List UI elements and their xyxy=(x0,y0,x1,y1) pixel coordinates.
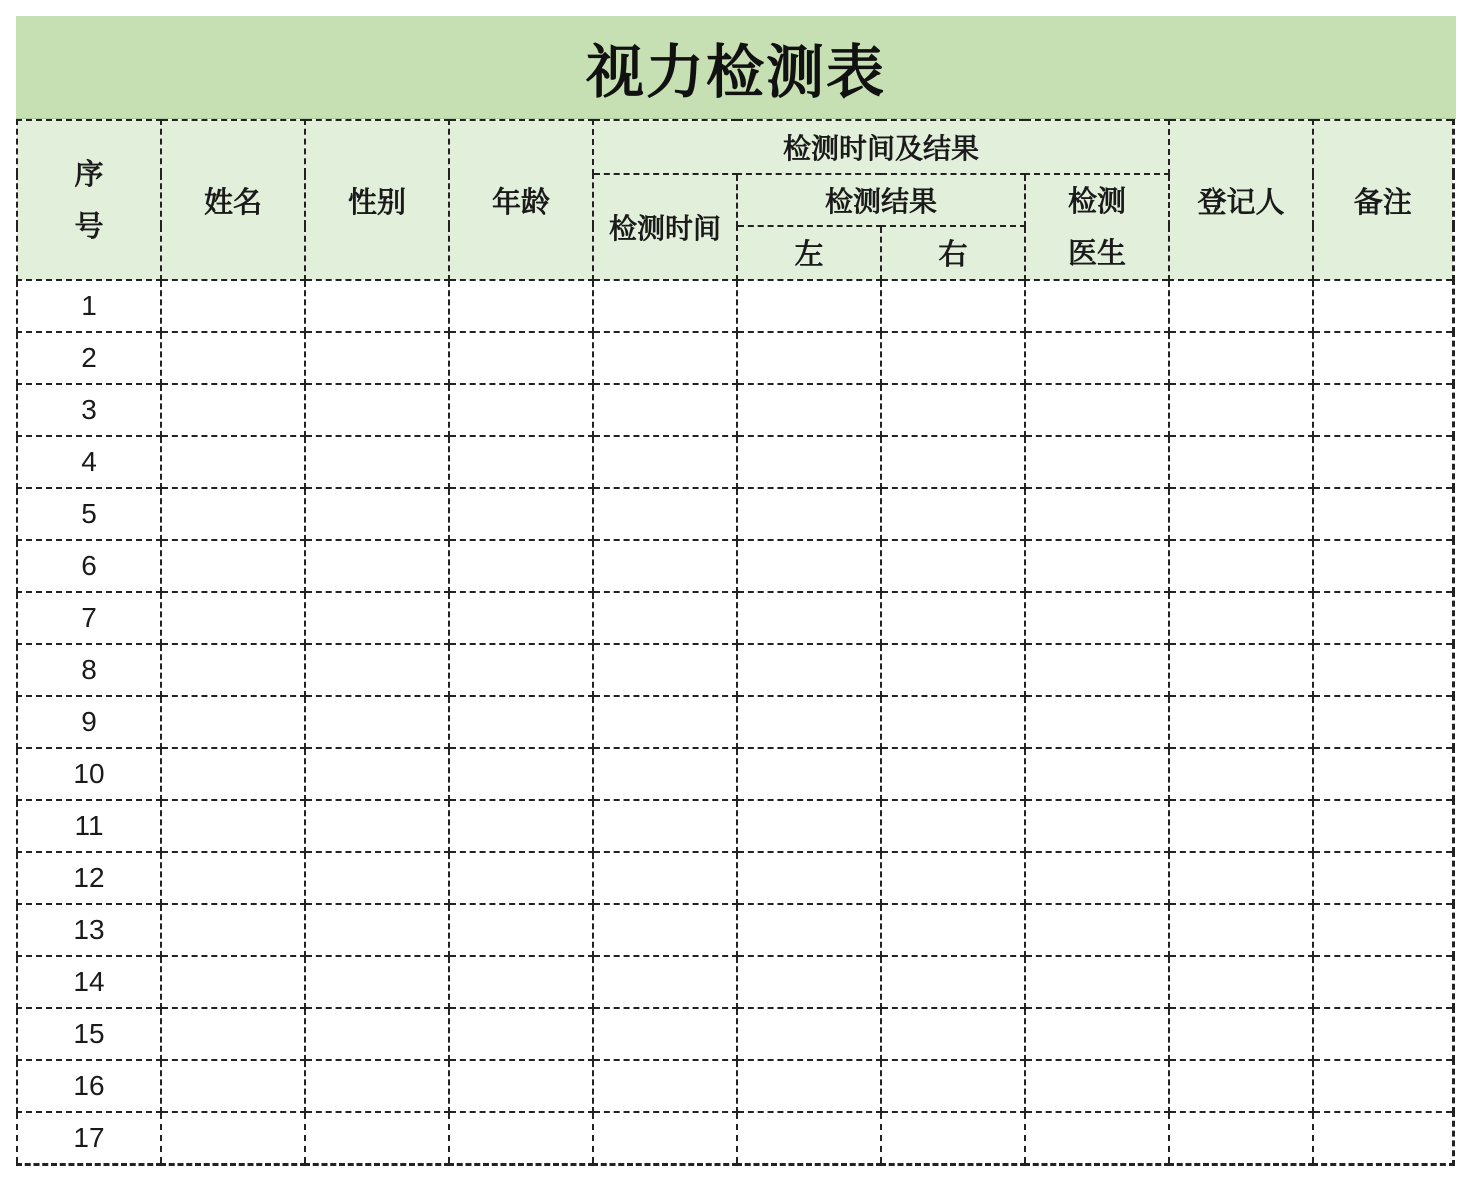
table-cell[interactable] xyxy=(1169,488,1313,540)
table-cell[interactable] xyxy=(1025,904,1169,956)
table-cell[interactable] xyxy=(737,852,881,904)
table-cell[interactable] xyxy=(449,436,593,488)
table-cell[interactable] xyxy=(737,904,881,956)
table-row xyxy=(17,904,1453,956)
table-cell[interactable] xyxy=(593,436,737,488)
table-cell[interactable] xyxy=(593,1060,737,1112)
table-cell[interactable] xyxy=(161,696,305,748)
row-index: 16 xyxy=(17,1060,161,1112)
table-cell[interactable] xyxy=(305,852,449,904)
table-cell[interactable] xyxy=(1025,540,1169,592)
table-cell[interactable] xyxy=(161,592,305,644)
row-index: 3 xyxy=(17,384,161,436)
row-index: 8 xyxy=(17,644,161,696)
table-cell[interactable] xyxy=(449,1112,593,1165)
table-cell[interactable] xyxy=(1313,1008,1453,1060)
table-cell[interactable] xyxy=(737,436,881,488)
header-index xyxy=(17,120,161,280)
table-cell[interactable] xyxy=(593,332,737,384)
table-cell[interactable] xyxy=(305,696,449,748)
table-cell[interactable] xyxy=(1313,488,1453,540)
row-index: 5 xyxy=(17,488,161,540)
row-index: 2 xyxy=(17,332,161,384)
table-row xyxy=(17,436,1453,488)
table-cell[interactable] xyxy=(593,1008,737,1060)
table-cell[interactable] xyxy=(1169,696,1313,748)
table-cell[interactable] xyxy=(881,280,1025,332)
table-cell[interactable] xyxy=(1169,956,1313,1008)
table-cell[interactable] xyxy=(881,1060,1025,1112)
table-cell[interactable] xyxy=(305,488,449,540)
table-cell[interactable] xyxy=(1313,800,1453,852)
header-test-time: 检测时间 xyxy=(593,174,737,280)
table-cell[interactable] xyxy=(1025,748,1169,800)
table-cell[interactable] xyxy=(449,644,593,696)
table-cell[interactable] xyxy=(305,956,449,1008)
table-cell[interactable] xyxy=(449,332,593,384)
table-cell[interactable] xyxy=(1313,384,1453,436)
table-cell[interactable] xyxy=(1169,384,1313,436)
row-index: 1 xyxy=(17,280,161,332)
table-cell[interactable] xyxy=(881,1112,1025,1165)
table-cell[interactable] xyxy=(593,904,737,956)
table-row xyxy=(17,852,1453,904)
table-cell[interactable] xyxy=(449,540,593,592)
table-cell[interactable] xyxy=(161,1112,305,1165)
table-cell[interactable] xyxy=(737,540,881,592)
table-cell[interactable] xyxy=(1313,956,1453,1008)
table-cell[interactable] xyxy=(1313,436,1453,488)
table-cell[interactable] xyxy=(881,384,1025,436)
table-cell[interactable] xyxy=(161,1008,305,1060)
table-cell[interactable] xyxy=(449,488,593,540)
table-cell[interactable] xyxy=(305,644,449,696)
table-cell[interactable] xyxy=(1169,800,1313,852)
table-cell[interactable] xyxy=(305,904,449,956)
table-cell[interactable] xyxy=(1313,644,1453,696)
table-cell[interactable] xyxy=(737,280,881,332)
table-cell[interactable] xyxy=(1025,696,1169,748)
table-cell[interactable] xyxy=(881,1008,1025,1060)
table-cell[interactable] xyxy=(449,280,593,332)
table-cell[interactable] xyxy=(161,748,305,800)
table-cell[interactable] xyxy=(737,592,881,644)
table-cell[interactable] xyxy=(593,280,737,332)
table-cell[interactable] xyxy=(1025,384,1169,436)
table-row xyxy=(17,696,1453,748)
table-cell[interactable] xyxy=(305,748,449,800)
table-cell[interactable] xyxy=(1169,644,1313,696)
table-cell[interactable] xyxy=(737,332,881,384)
row-index: 7 xyxy=(17,592,161,644)
table-cell[interactable] xyxy=(881,800,1025,852)
table-cell[interactable] xyxy=(449,956,593,1008)
table-cell[interactable] xyxy=(1169,1112,1313,1165)
table-row xyxy=(17,748,1453,800)
header-doctor-line2: 医生 xyxy=(1068,236,1127,270)
table-cell[interactable] xyxy=(737,488,881,540)
table-row xyxy=(17,280,1453,332)
table-cell[interactable] xyxy=(449,800,593,852)
table-cell[interactable] xyxy=(881,592,1025,644)
table-cell[interactable] xyxy=(737,1008,881,1060)
table-cell[interactable] xyxy=(737,956,881,1008)
table-cell[interactable] xyxy=(593,956,737,1008)
table-cell[interactable] xyxy=(737,1060,881,1112)
header-doctor-line1: 检测 xyxy=(1068,184,1127,218)
table-cell[interactable] xyxy=(449,384,593,436)
table-cell[interactable] xyxy=(881,540,1025,592)
table-cell[interactable] xyxy=(161,904,305,956)
header-name: 姓名 xyxy=(161,120,305,280)
table-cell[interactable] xyxy=(305,800,449,852)
row-index: 6 xyxy=(17,540,161,592)
table-cell[interactable] xyxy=(161,852,305,904)
table-cell[interactable] xyxy=(881,488,1025,540)
table-cell[interactable] xyxy=(1025,800,1169,852)
table-cell[interactable] xyxy=(881,436,1025,488)
table-row xyxy=(17,644,1453,696)
header-test-result: 检测结果 xyxy=(737,174,1025,226)
table-cell[interactable] xyxy=(161,332,305,384)
row-index: 14 xyxy=(17,956,161,1008)
table-row xyxy=(17,1060,1453,1112)
row-index: 17 xyxy=(17,1112,161,1165)
table-cell[interactable] xyxy=(1313,904,1453,956)
table-cell[interactable] xyxy=(449,1060,593,1112)
table-cell[interactable] xyxy=(593,644,737,696)
vision-test-table xyxy=(16,119,1455,1166)
sheet-title: 视力检测表 xyxy=(16,16,1456,119)
row-index: 15 xyxy=(17,1008,161,1060)
table-cell[interactable] xyxy=(161,800,305,852)
table-row xyxy=(17,1112,1453,1165)
table-cell[interactable] xyxy=(305,1008,449,1060)
table-cell[interactable] xyxy=(1169,332,1313,384)
table-cell[interactable] xyxy=(161,644,305,696)
table-cell[interactable] xyxy=(1025,644,1169,696)
table-row xyxy=(17,540,1453,592)
table-row xyxy=(17,592,1453,644)
table-cell[interactable] xyxy=(1169,540,1313,592)
table-cell[interactable] xyxy=(737,800,881,852)
table-cell[interactable] xyxy=(305,384,449,436)
table-cell[interactable] xyxy=(161,488,305,540)
table-cell[interactable] xyxy=(1025,1112,1169,1165)
table-cell[interactable] xyxy=(1313,280,1453,332)
table-cell[interactable] xyxy=(737,644,881,696)
table-cell[interactable] xyxy=(449,696,593,748)
header-right: 右 xyxy=(881,226,1025,280)
table-cell[interactable] xyxy=(881,956,1025,1008)
table-cell[interactable] xyxy=(1169,852,1313,904)
table-cell[interactable] xyxy=(1169,592,1313,644)
table-row xyxy=(17,956,1453,1008)
table-cell[interactable] xyxy=(161,436,305,488)
table-cell[interactable] xyxy=(449,852,593,904)
table-cell[interactable] xyxy=(1025,1008,1169,1060)
table-cell[interactable] xyxy=(449,748,593,800)
row-index: 10 xyxy=(17,748,161,800)
table-cell[interactable] xyxy=(161,280,305,332)
table-cell[interactable] xyxy=(1169,1060,1313,1112)
table-cell[interactable] xyxy=(881,644,1025,696)
table-cell[interactable] xyxy=(593,488,737,540)
table-cell[interactable] xyxy=(593,800,737,852)
table-cell[interactable] xyxy=(161,540,305,592)
table-cell[interactable] xyxy=(1169,1008,1313,1060)
table-cell[interactable] xyxy=(305,592,449,644)
table-cell[interactable] xyxy=(449,592,593,644)
table-cell[interactable] xyxy=(1313,332,1453,384)
table-cell[interactable] xyxy=(1313,748,1453,800)
table-row xyxy=(17,1008,1453,1060)
table-cell[interactable] xyxy=(1025,488,1169,540)
table-cell[interactable] xyxy=(881,332,1025,384)
header-index-line1: 序 xyxy=(74,157,104,191)
header-registrar: 登记人 xyxy=(1169,120,1313,280)
table-cell[interactable] xyxy=(1025,852,1169,904)
table-cell[interactable] xyxy=(449,1008,593,1060)
row-index: 4 xyxy=(17,436,161,488)
table-cell[interactable] xyxy=(881,904,1025,956)
table-cell[interactable] xyxy=(1313,1112,1453,1165)
header-index-line2: 号 xyxy=(74,209,104,243)
table-cell[interactable] xyxy=(737,1112,881,1165)
table-cell[interactable] xyxy=(1169,904,1313,956)
table-cell[interactable] xyxy=(593,540,737,592)
table-cell[interactable] xyxy=(1313,540,1453,592)
table-cell[interactable] xyxy=(881,852,1025,904)
table-cell[interactable] xyxy=(1313,592,1453,644)
table-cell[interactable] xyxy=(737,696,881,748)
table-cell[interactable] xyxy=(305,436,449,488)
table-cell[interactable] xyxy=(737,384,881,436)
table-cell[interactable] xyxy=(305,1060,449,1112)
table-cell[interactable] xyxy=(593,1112,737,1165)
table-cell[interactable] xyxy=(1025,280,1169,332)
header-doctor xyxy=(1025,174,1169,280)
table-row xyxy=(17,488,1453,540)
header-group: 检测时间及结果 xyxy=(593,120,1169,174)
table-cell[interactable] xyxy=(1025,332,1169,384)
header-gender: 性别 xyxy=(305,120,449,280)
header-remarks: 备注 xyxy=(1313,120,1453,280)
header-left: 左 xyxy=(737,226,881,280)
table-cell[interactable] xyxy=(881,696,1025,748)
table-row xyxy=(17,384,1453,436)
table-cell[interactable] xyxy=(449,904,593,956)
row-index: 13 xyxy=(17,904,161,956)
table-cell[interactable] xyxy=(305,1112,449,1165)
table-cell[interactable] xyxy=(737,748,881,800)
table-row xyxy=(17,332,1453,384)
table-cell[interactable] xyxy=(1169,280,1313,332)
table-cell[interactable] xyxy=(305,540,449,592)
table-cell[interactable] xyxy=(1025,956,1169,1008)
table-cell[interactable] xyxy=(1025,592,1169,644)
table-cell[interactable] xyxy=(593,592,737,644)
table-cell[interactable] xyxy=(593,748,737,800)
table-cell[interactable] xyxy=(161,956,305,1008)
table-cell[interactable] xyxy=(1313,1060,1453,1112)
table-cell[interactable] xyxy=(1169,436,1313,488)
table-cell[interactable] xyxy=(305,280,449,332)
table-cell[interactable] xyxy=(593,696,737,748)
header-age: 年龄 xyxy=(449,120,593,280)
table-cell[interactable] xyxy=(305,332,449,384)
table-cell[interactable] xyxy=(1313,696,1453,748)
table-cell[interactable] xyxy=(1313,852,1453,904)
table-cell[interactable] xyxy=(1169,748,1313,800)
table-cell[interactable] xyxy=(161,1060,305,1112)
sheet xyxy=(16,16,1456,1166)
row-index: 9 xyxy=(17,696,161,748)
table-cell[interactable] xyxy=(593,852,737,904)
table-cell[interactable] xyxy=(593,384,737,436)
table-cell[interactable] xyxy=(161,384,305,436)
table-cell[interactable] xyxy=(1025,1060,1169,1112)
table-row xyxy=(17,800,1453,852)
row-index: 11 xyxy=(17,800,161,852)
table-cell[interactable] xyxy=(1025,436,1169,488)
row-index: 12 xyxy=(17,852,161,904)
table-cell[interactable] xyxy=(881,748,1025,800)
